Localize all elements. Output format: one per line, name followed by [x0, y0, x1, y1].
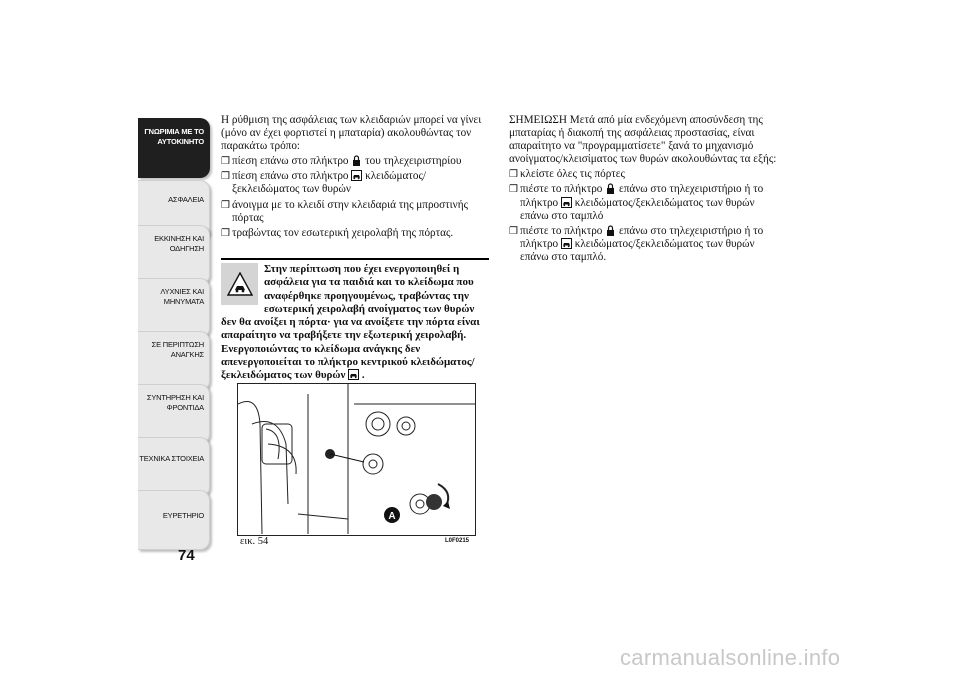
- left-column: [221, 114, 489, 240]
- warning-text-end: .: [361, 369, 365, 382]
- tab-label: ΑΣΦΑΛΕΙΑ: [168, 195, 204, 204]
- list-item: [509, 225, 781, 264]
- tab-warning-lights[interactable]: [138, 278, 210, 338]
- tab-label: ΕΥΡΕΤΗΡΙΟ: [162, 511, 204, 520]
- list-item: ❒ άνοιγμα με το κλειδί στην κλειδαριά της μπροστινής πόρτας: [221, 199, 489, 225]
- list-item: ❒ κλείστε όλες τις πόρτες: [509, 168, 781, 181]
- tab-label-line2: ΑΝΑΓΚΗΣ: [170, 350, 204, 359]
- list-text: πίεση επάνω στο πλήκτρο: [232, 155, 349, 168]
- intro-paragraph: Η ρύθμιση της ασφάλειας των κλειδαριών μπορεί να γίνει (μόνο αν έχει φορτιστεί η μπαταρία) ακολουθώντας τον παρακάτω τρόπο:: [221, 114, 482, 153]
- note-paragraph: ΣΗΜΕΙΩΣΗ Μετά από μία ενδεχόμενη αποσύνδεση της μπαταρίας ή διακοπή της ασφάλειας προστασίας, είναι απαραίτητο να "προγραμματίσετε" ξανά το μηχανισμό ανοίγματος/κλεισίματος των θυρών ακολουθώντας τα εξής:: [509, 114, 777, 166]
- list-item: [221, 170, 489, 196]
- tab-starting-driving[interactable]: [138, 225, 210, 285]
- car-lock-icon: [561, 197, 572, 208]
- tab-index[interactable]: [138, 490, 210, 550]
- tab-getting-to-know[interactable]: [138, 118, 210, 178]
- tab-technical-data[interactable]: [138, 437, 210, 497]
- door-lock-illustration: [238, 384, 475, 535]
- tab-label-line2: ΦΡΟΝΤΙΔΑ: [166, 403, 204, 412]
- list-text: πίεση επάνω στο πλήκτρο: [232, 170, 349, 183]
- tab-emergency[interactable]: [138, 331, 210, 391]
- tab-label-line2: ΜΗΝΥΜΑΤΑ: [163, 297, 204, 306]
- list-item: [221, 155, 489, 168]
- tab-label-line2: ΑΥΤΟΚΙΝΗΤΟ: [157, 137, 204, 146]
- car-lock-icon: [351, 170, 362, 181]
- list-item: ❒ τραβώντας τον εσωτερική χειρολαβή της πόρτας.: [221, 227, 489, 240]
- list-text: κλειδώματος/ξεκλειδώματος των θυρών επάνω στο ταμπλό: [520, 196, 755, 222]
- figure-caption: εικ. 54: [240, 536, 269, 547]
- page-number: 74: [178, 547, 195, 564]
- padlock-icon: [351, 155, 362, 166]
- watermark: carmanualsonline.info: [620, 645, 841, 670]
- tab-label-line1: ΣΥΝΤΗΡΗΣΗ ΚΑΙ: [146, 393, 204, 402]
- warning-divider: [221, 258, 489, 260]
- tab-label-line2: ΟΔΗΓΗΣΗ: [169, 244, 204, 253]
- warning-block: [221, 263, 489, 383]
- list-text: πιέστε το πλήκτρο: [520, 183, 603, 196]
- tab-label-line1: ΛΥΧΝΙΕΣ ΚΑΙ: [160, 287, 204, 296]
- list-text: κλειδώματος/ξεκλειδώματος των θυρών επάνω στο ταμπλό.: [520, 237, 755, 263]
- figure-door-lock: [237, 383, 476, 536]
- warning-icon: [221, 263, 258, 305]
- list-text: του τηλεχειριστηρίου: [365, 155, 462, 168]
- padlock-icon: [605, 183, 616, 194]
- list-text: πιέστε το πλήκτρο: [520, 224, 603, 237]
- right-column: [509, 114, 781, 264]
- car-lock-icon: [561, 238, 572, 249]
- tab-maintenance[interactable]: [138, 384, 210, 444]
- list-text: κλειδώματος/ ξεκλειδώματος των θυρών: [232, 170, 427, 196]
- tab-label-line1: ΕΚΚΙΝΗΣΗ ΚΑΙ: [154, 234, 204, 243]
- list-text: επάνω στο τηλεχειριστήριο ή το πλήκτρο: [520, 224, 764, 250]
- list-text: επάνω στο τηλεχειριστήριο ή το πλήκτρο: [520, 183, 764, 209]
- tab-label-line1: ΣΕ ΠΕΡΙΠΤΩΣΗ: [151, 340, 204, 349]
- tab-label-line1: ΓΝΩΡΙΜΙΑ ΜΕ ΤΟ: [144, 127, 204, 136]
- warning-text: Στην περίπτωση που έχει ενεργοποιηθεί η ασφάλεια για τα παιδιά και το κλείδωμα που αναφέρθηκε προηγουμένως, τραβώντας την εσωτερική χειρολαβή ανοίγματος των θυρών δεν θα ανοίξει η πόρτα· για να ανοίξετε την πόρτα είναι απαραίτητο να τραβήξετε την εξωτερική χειρολαβή. Ενεργοποιώντας το κλείδωμα ανάγκης δεν απενεργοποιείται το πλήκτρο κεντρικού κλειδώματος/ξεκλειδώματος των θυρών: [221, 263, 480, 382]
- figure-code: L0F0215: [445, 538, 470, 544]
- list-item: [509, 183, 781, 222]
- car-lock-icon: [348, 369, 359, 380]
- figure-label-a: A: [388, 511, 396, 522]
- padlock-icon: [605, 225, 616, 236]
- tab-label: ΤΕΧΝΙΚΑ ΣΤΟΙΧΕΙΑ: [139, 454, 204, 463]
